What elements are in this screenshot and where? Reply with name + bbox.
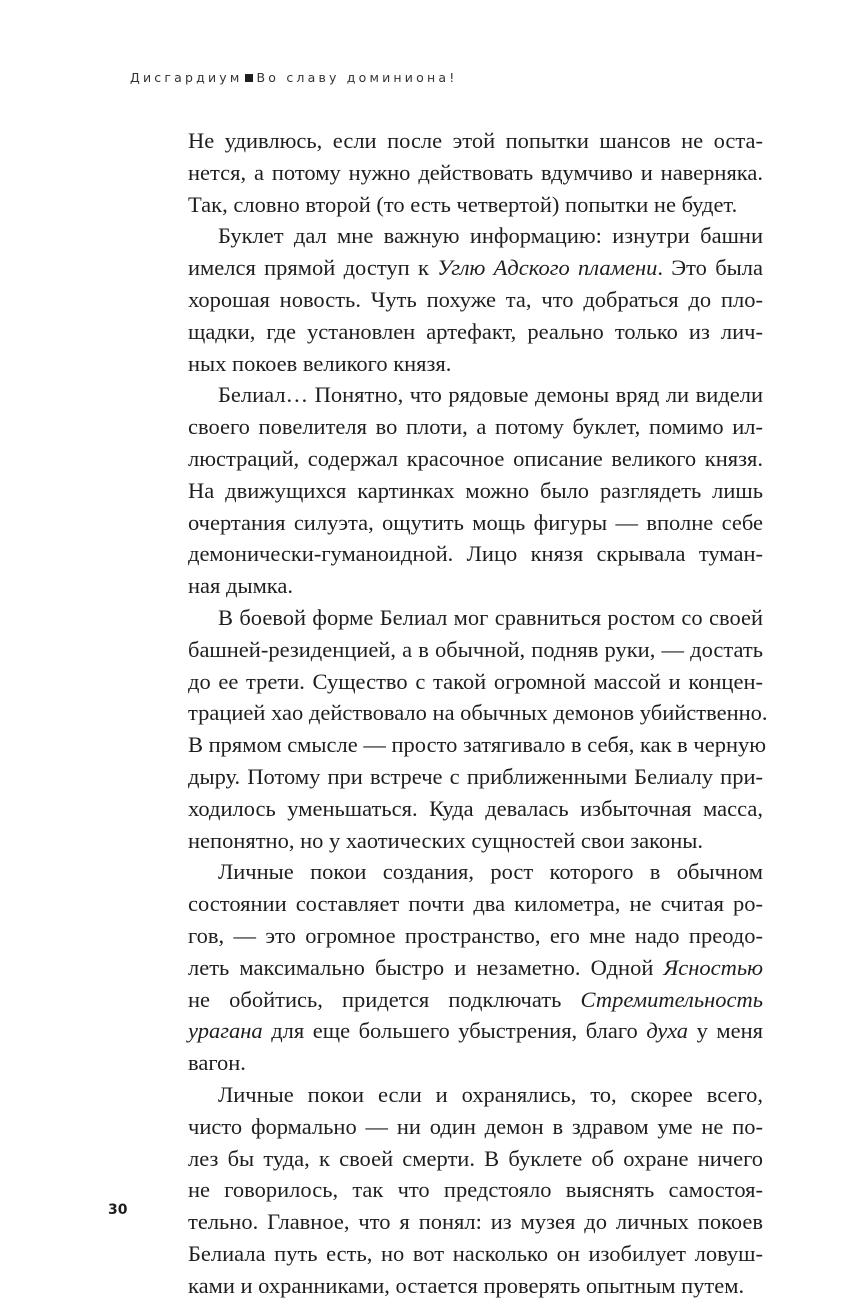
text-segment: у меня [688,1018,763,1044]
italic-term: урагана [188,1018,263,1044]
text-segment: хорошая новость. Чуть похуже та, что добраться до пло- [188,286,763,312]
text-line [188,538,763,570]
text-line [188,443,763,475]
text-segment: Буклет дал мне важную информацию: изнутри башни [218,223,763,249]
text-segment: Белиала путь есть, но вот насколько он изобилует ловуш- [188,1240,763,1266]
text-segment: состоянии составляет почти два километра, не считая ро- [188,891,763,917]
text-line [188,570,763,602]
text-segment: гов, — это огромное пространство, его мне надо преодо- [188,922,763,948]
text-segment: леть максимально быстро и незаметно. Одной [188,954,664,980]
text-segment: имелся прямой доступ к [188,255,438,281]
text-line [188,507,763,539]
chapter-title: Во славу доминиона! [256,70,458,85]
text-line [188,1206,763,1238]
text-segment: Не удивлюсь, если после этой попытки шансов не оста- [188,128,763,153]
paragraph [188,1079,763,1301]
text-segment: нется, а потому нужно действовать вдумчиво и наверняка. [188,159,763,185]
text-segment: лез бы туда, к своей смерти. В буклете об охране ничего [188,1145,763,1171]
text-line [188,793,763,825]
text-line [188,729,767,761]
text-line [188,252,763,284]
text-segment: ками и охранниками, остается проверять опытным путем. [188,1272,745,1298]
text-segment: вагон. [188,1050,246,1076]
text-line [188,761,763,793]
text-segment: чисто формально — ни один демон в здравом уме не по- [188,1113,763,1139]
text-segment: не говорилось, так что предстояло выяснять самостоя- [188,1177,763,1203]
text-segment: трацией хао действовало на обычных демонов убийственно. [188,700,768,726]
text-line [188,284,763,316]
text-line [188,316,763,348]
text-line [188,920,763,952]
text-segment: башней-резиденцией, а в обычной, подняв руки, — достать [188,636,763,662]
italic-term: Стремительность [580,986,763,1012]
text-line [188,348,763,380]
text-segment: очертания силуэта, ощутить мощь фигуры — вполне себе [188,509,763,535]
text-line [188,379,763,411]
text-segment: Белиал… Понятно, что рядовые демоны вряд ли видели [218,382,763,408]
text-line [188,157,763,189]
text-line [188,984,763,1016]
text-line [188,856,763,888]
text-segment: до ее трети. Существо с такой огромной массой и концен- [188,668,763,694]
text-segment: для еще большего убыстрения, благо [262,1018,647,1044]
text-segment: На движущихся картинках можно было разглядеть лишь [188,477,763,503]
text-line [188,888,763,920]
paragraph [188,125,763,220]
text-line [188,1238,763,1270]
text-segment: В боевой форме Белиал мог сравниться ростом со своей [218,604,763,630]
text-segment: демонически-гуманоидной. Лицо князя скрывала туман- [188,541,763,567]
text-segment: ная дымка. [188,573,294,599]
text-segment: не обойтись, придется подключать [188,986,581,1012]
text-segment: тельно. Главное, что я понял: из музея до личных покоев [188,1209,763,1235]
text-segment: люстраций, содержал красочное описание великого князя. [188,445,763,471]
italic-term: духа [646,1018,689,1044]
page-number: 30 [108,1202,128,1218]
paragraph [188,856,763,1079]
text-segment: ходилось уменьшаться. Куда девалась избыточная масса, [188,795,763,821]
text-line [188,1270,763,1301]
text-line [188,1111,763,1143]
text-segment: своего повелителя во плоти, а потому буклет, помимо ил- [188,414,763,440]
text-line [188,1174,763,1206]
text-line [188,189,763,221]
text-line [188,634,763,666]
text-line [188,602,763,634]
text-segment: В прямом смысле — просто затягивало в себя, как в черную [188,732,767,758]
page-body-text [188,125,768,1301]
book-title: Дисгардиум [130,70,243,85]
running-head [130,70,457,85]
text-segment: дыру. Потому при встрече с приближенными Белиалу при- [188,763,763,789]
text-segment: Личные покои создания, рост которого в обычном [218,859,763,885]
italic-term: Углю Адского пламени [437,255,658,281]
text-line [188,125,763,157]
text-segment: . Это была [657,255,763,281]
italic-term: Ясностью [663,954,763,980]
paragraph [188,379,763,602]
text-line [188,220,763,252]
text-line [188,825,763,857]
text-segment: Так, словно второй (то есть четвертой) попытки не будет. [188,191,738,217]
text-line [188,411,763,443]
text-segment: щадки, где установлен артефакт, реально только из лич- [188,318,763,344]
text-line [188,1015,763,1047]
paragraph [188,220,763,379]
text-segment: ных покоев великого князя. [188,350,452,376]
text-line [188,475,763,507]
text-segment: непонятно, но у хаотических сущностей свои законы. [188,827,703,853]
text-segment: Личные покои если и охранялись, то, скорее всего, [218,1081,763,1107]
text-line [188,666,763,698]
paragraph [188,602,768,856]
text-line [188,1047,763,1079]
text-line [188,1143,763,1175]
text-line [188,952,763,984]
text-line [188,697,768,729]
square-separator-icon [245,74,253,82]
text-line [188,1079,763,1111]
